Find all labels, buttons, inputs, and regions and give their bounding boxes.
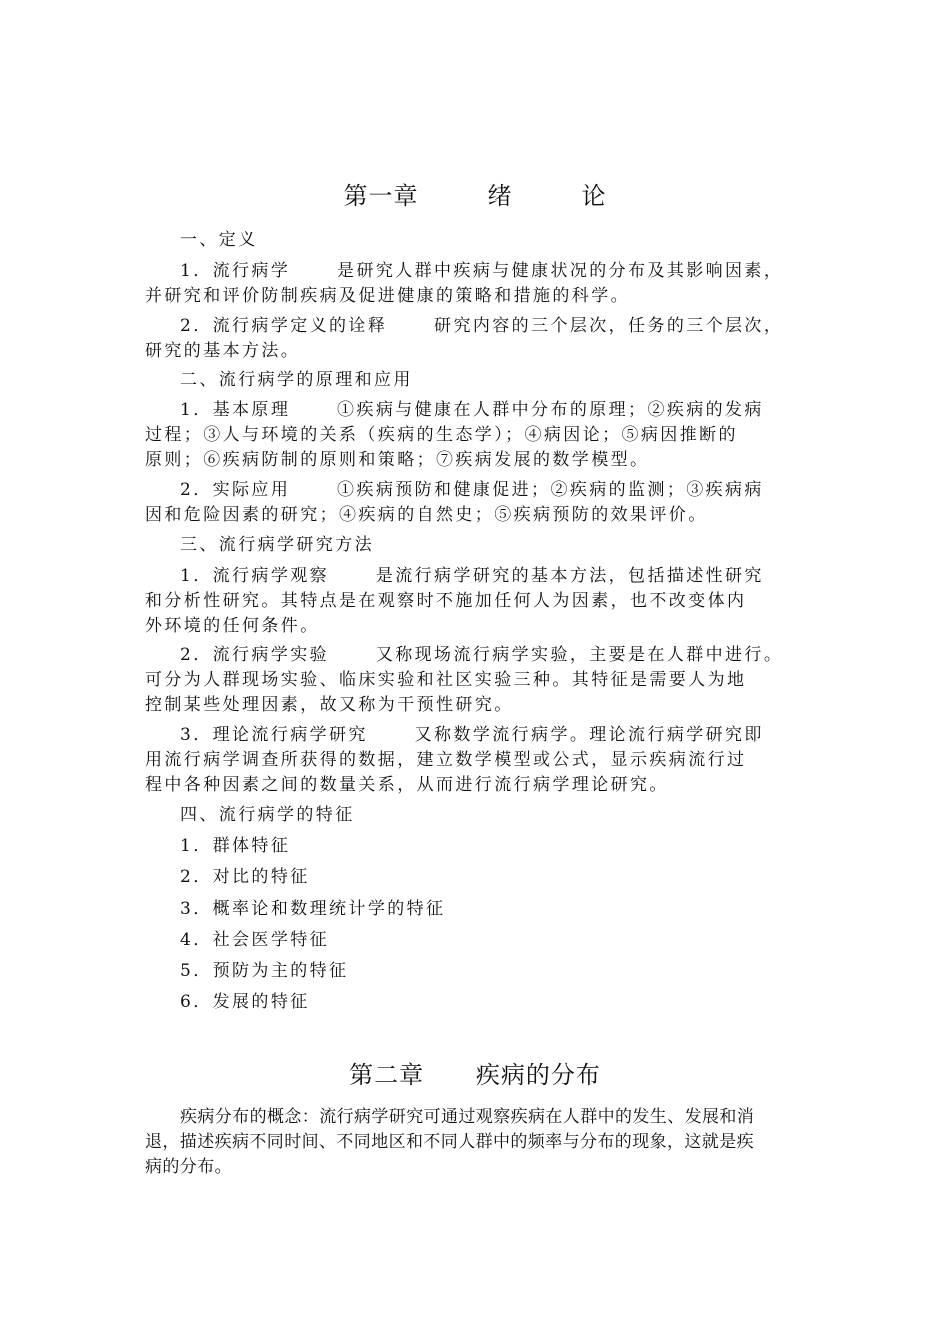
paragraph-line: 原则；⑥疾病防制的原则和策略；⑦疾病发展的数学模型。 <box>145 450 650 470</box>
paragraph-line: 疾病分布的概念：流行病学研究可通过观察疾病在人群中的发生、发展和消 <box>180 1107 755 1127</box>
list-item: 5．预防为主的特征 <box>180 961 349 981</box>
list-item: 1．群体特征 <box>180 836 291 856</box>
paragraph-line: 过程；③人与环境的关系（疾病的生态学）；④病因论；⑤病因推断的 <box>145 425 738 445</box>
chapter-2-title: 第二章 疾病的分布 <box>349 1061 601 1089</box>
paragraph-line: 退，描述疾病不同时间、不同地区和不同人群中的频率与分布的现象，这就是疾 <box>145 1132 754 1152</box>
section-heading-definition: 一、定义 <box>180 230 258 250</box>
paragraph-line: 用流行病学调查所获得的数据，建立数学模型或公式，显示疾病流行过 <box>145 750 747 770</box>
paragraph-line: 和分析性研究。其特点是在观察时不施加任何人为因素，也不改变体内 <box>145 591 747 611</box>
list-item: 2．对比的特征 <box>180 867 310 887</box>
chapter-1-title: 第一章 绪 论 <box>343 182 607 210</box>
list-item: 6．发展的特征 <box>180 992 310 1012</box>
paragraph-line: 因和危险因素的研究；④疾病的自然史；⑤疾病预防的效果评价。 <box>145 505 708 525</box>
paragraph-line: 1．基本原理 ①疾病与健康在人群中分布的原理；②疾病的发病 <box>180 400 764 420</box>
paragraph-line: 3．理论流行病学研究 又称数学流行病学。理论流行病学研究即 <box>180 725 764 745</box>
paragraph-line: 控制某些处理因素，故又称为干预性研究。 <box>145 695 514 715</box>
paragraph-line: 2．实际应用 ①疾病预防和健康促进；②疾病的监测；③疾病病 <box>180 480 764 500</box>
paragraph-line: 研究的基本方法。 <box>145 341 301 361</box>
paragraph-line: 2．流行病学定义的诠释 研究内容的三个层次，任务的三个层次， <box>180 316 784 336</box>
paragraph-line: 程中各种因素之间的数量关系，从而进行流行病学理论研究。 <box>145 775 669 795</box>
paragraph-line: 可分为人群现场实验、临床实验和社区实验三种。其特征是需要人为地 <box>145 670 747 690</box>
list-item: 4．社会医学特征 <box>180 930 330 950</box>
paragraph-line: 1．流行病学 是研究人群中疾病与健康状况的分布及其影响因素， <box>180 261 784 281</box>
paragraph-line: 病的分布。 <box>145 1157 232 1177</box>
paragraph-line: 并研究和评价防制疾病及促进健康的策略和措施的科学。 <box>145 286 630 306</box>
list-item: 3．概率论和数理统计学的特征 <box>180 899 446 919</box>
section-heading-characteristics: 四、流行病学的特征 <box>180 805 355 825</box>
section-heading-methods: 三、流行病学研究方法 <box>180 535 374 555</box>
paragraph-line: 1．流行病学观察 是流行病学研究的基本方法，包括描述性研究 <box>180 566 764 586</box>
paragraph-line: 外环境的任何条件。 <box>145 616 320 636</box>
paragraph-line: 2．流行病学实验 又称现场流行病学实验，主要是在人群中进行。 <box>180 645 784 665</box>
section-heading-principles: 二、流行病学的原理和应用 <box>180 370 413 390</box>
